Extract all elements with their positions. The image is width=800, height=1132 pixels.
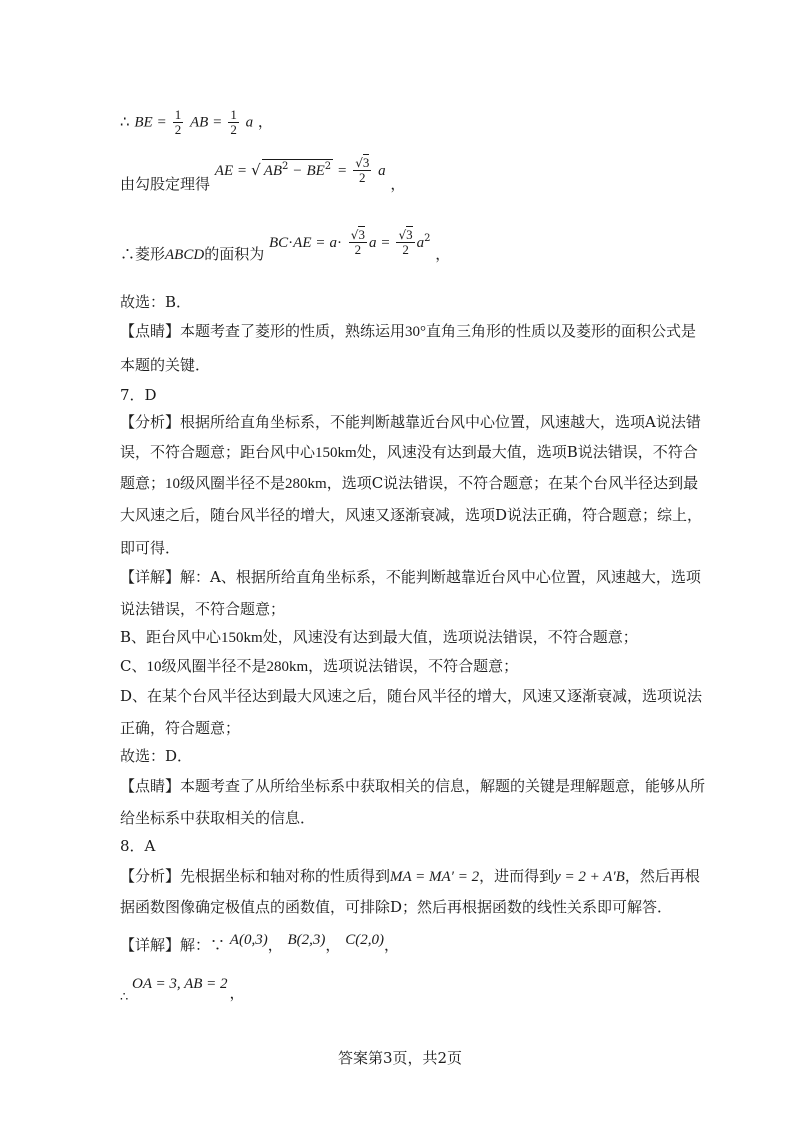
therefore-symbol-2: ∴	[120, 990, 129, 1005]
frac-den: 2	[359, 170, 366, 185]
punct: ，	[325, 936, 341, 954]
frac-num: 1	[174, 107, 182, 122]
area-formula	[268, 227, 435, 257]
text-span: 【点睛】本题考查了菱形的性质，熟练运用	[120, 322, 406, 340]
pythag-formula	[214, 155, 391, 185]
math-bc: BC	[268, 234, 289, 251]
punct: ，	[390, 174, 406, 193]
math-ae: AE	[214, 162, 234, 179]
text-span: 处，风速没有达到最大值，选项B说法错误，不符合	[356, 443, 698, 461]
fraction-sqrt3-over-2	[396, 228, 414, 257]
value-150km: 150km	[221, 630, 263, 646]
text-l3: 本题的关键．	[120, 356, 211, 374]
detail-7-6: 正确，符合题意；	[120, 719, 241, 737]
point-a: A(0,3)	[229, 932, 268, 948]
punct: ，	[383, 936, 399, 954]
analysis-7-3	[120, 473, 698, 494]
text-span: 级风圈半径不是	[161, 657, 267, 675]
analysis-7-4: 大风速之后，随台风半径的增大，风速又逐渐衰减，选项D说法正确，符合题意；综上，	[120, 506, 703, 524]
frac-num	[349, 228, 367, 243]
detail-8-2	[124, 973, 245, 1002]
question-7: 7．D	[120, 386, 157, 404]
math-ab: AB	[263, 162, 283, 179]
math-dot: ·	[288, 234, 294, 251]
text-span: 级风圈半径不是	[180, 474, 286, 492]
text-span: 【分析】先根据坐标和轴对称的性质得到	[120, 867, 391, 885]
fraction-half	[228, 108, 239, 137]
punct: ，	[257, 112, 273, 131]
math-y-eq: y = 2 + A′B	[554, 869, 625, 885]
math-be: BE	[134, 114, 153, 131]
punct: ，	[267, 936, 283, 954]
value-10: 10	[165, 476, 181, 492]
text-l1: 故选：B．	[120, 293, 192, 311]
sqrt-icon: √	[251, 160, 261, 179]
sqrt-value: 3	[362, 155, 370, 170]
sqrt-icon: √	[398, 228, 407, 242]
detail-7-1: 【详解】解：A、根据所给直角坐标系，不能判断越靠近台风中心位置，风速越大，选项	[120, 568, 701, 586]
eq-be	[120, 108, 273, 137]
sup-2: 2	[282, 160, 289, 172]
text-span: 题意；	[120, 474, 166, 492]
fraction-half	[173, 108, 184, 137]
math-eq: =	[213, 114, 222, 131]
text-span: 直角三角形的性质以及菱形的面积公式是	[426, 322, 697, 340]
math-ab: AB	[189, 114, 209, 131]
text-span: 误，不符合题意；距台风中心	[120, 443, 316, 461]
frac-num: 1	[230, 107, 237, 122]
math-abcd: ABCD	[165, 246, 205, 263]
detail-7-4	[120, 656, 518, 677]
sup-2: 2	[424, 232, 431, 244]
math-oa-ab: OA = 3, AB = 2	[132, 976, 228, 992]
sqrt-body	[262, 159, 333, 181]
comment-7-1: 【点睛】本题考查了从所给坐标系中获取相关的信息，解题的关键是理解题意，能够从所	[120, 777, 706, 795]
sup-2: 2	[324, 160, 332, 172]
point-b: B(2,3)	[287, 932, 326, 948]
frac-den: 2	[402, 242, 409, 257]
sqrt-value: 3	[358, 227, 365, 242]
detail-7-2: 说法错误，不符合题意；	[120, 600, 286, 618]
text-span: ，然后再根	[624, 867, 700, 885]
math-ae: AE	[293, 234, 312, 251]
eq-area	[120, 227, 451, 263]
page-footer: 答案第3页，共2页	[337, 1049, 463, 1067]
text-span: 【详解】解：∵	[120, 936, 226, 954]
text-span: ，进而得到	[479, 867, 555, 885]
text-span: B、距台风中心	[120, 628, 222, 646]
text-span: ，选项C说法错误，不符合题意；在某个台风半径达到最	[326, 474, 699, 492]
detail-8-1	[120, 932, 399, 956]
therefore-symbol: ∴	[120, 112, 130, 131]
fraction-sqrt3-over-2	[353, 156, 371, 185]
frac-den: 2	[354, 242, 362, 257]
sqrt-value: 3	[406, 227, 413, 242]
comment-7-2: 给坐标系中获取相关的信息．	[120, 809, 316, 827]
math-eq: =	[337, 162, 347, 179]
analysis-8-1	[120, 866, 700, 887]
math-a: a	[368, 234, 377, 251]
question-8: 8．A	[120, 837, 156, 855]
eq-pythagoras	[120, 155, 406, 193]
math-minus: −	[293, 162, 302, 179]
punct: ，	[229, 984, 245, 1002]
value-10: 10	[146, 659, 162, 675]
math-eq: =	[316, 234, 325, 251]
frac-den: 2	[174, 122, 182, 137]
math-dot: ·	[337, 234, 343, 251]
math-ma-eq: MA = MA′ = 2	[390, 869, 480, 885]
analysis-7-1: 【分析】根据所给直角坐标系，不能判断越靠近台风中心位置，风速越大，选项A说法错	[120, 413, 701, 431]
analysis-7-5: 即可得．	[120, 539, 181, 557]
math-eq: =	[157, 114, 166, 131]
area-mid: 的面积为	[204, 244, 265, 263]
math-30deg: 30°	[405, 324, 427, 340]
text-span: ，选项说法错误，不符合题意；	[308, 657, 519, 675]
sqrt-icon: √	[350, 228, 359, 242]
sqrt-icon: √	[355, 156, 363, 170]
value-280km: 280km	[266, 659, 309, 675]
math-eq: =	[237, 162, 247, 179]
frac-num	[353, 156, 371, 171]
fraction-sqrt3-over-2	[349, 228, 367, 257]
punct: ，	[435, 244, 451, 263]
value-150km: 150km	[315, 445, 357, 461]
detail-7-3	[120, 627, 638, 648]
text-span: C、	[120, 657, 147, 675]
math-a: a	[378, 162, 386, 179]
area-prefix: ∴菱形	[120, 244, 166, 263]
math-a: a	[329, 234, 338, 251]
text-span: 处，风速没有达到最大值，选项说法错误，不符合题意；	[262, 628, 638, 646]
frac-den: 2	[230, 122, 237, 137]
math-eq: =	[381, 234, 390, 251]
pythag-prefix: 由勾股定理得	[120, 174, 211, 193]
math-be: BE	[306, 162, 325, 179]
analysis-8-2: 据函数图像确定极值点的函数值，可排除D；然后再根据函数的线性关系即可解答．	[120, 898, 673, 916]
analysis-7-2	[120, 442, 698, 463]
point-c: C(2,0)	[345, 932, 384, 948]
detail-7-5: D、在某个台风半径达到最大风速之后，随台风半径的增大，风速又逐渐衰减，选项说法	[120, 687, 703, 705]
value-280km: 280km	[285, 476, 327, 492]
text-l2	[120, 321, 696, 342]
detail-7-7: 故选：D．	[120, 747, 193, 765]
math-a: a	[416, 234, 425, 251]
frac-num	[396, 228, 414, 243]
math-a: a	[245, 114, 254, 131]
